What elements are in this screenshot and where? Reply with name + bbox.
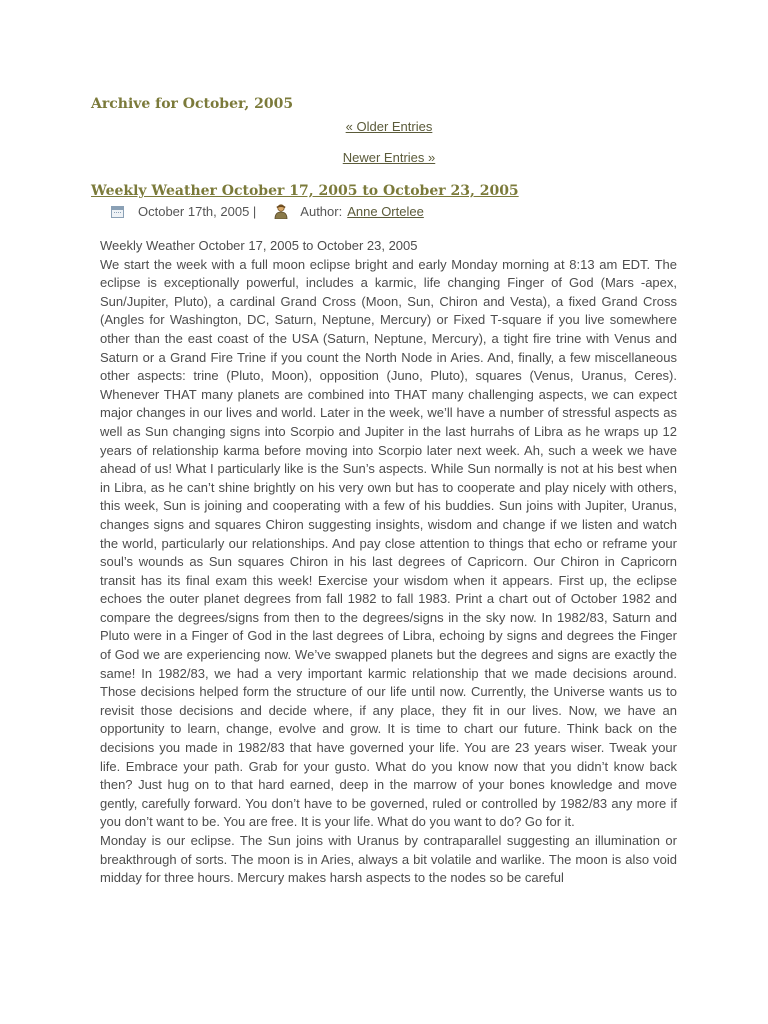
archive-title: Archive for October, 2005: [91, 96, 294, 112]
post-meta: [111, 204, 424, 219]
post-date: October 17th, 2005 |: [138, 204, 257, 219]
calendar-icon: [111, 206, 124, 218]
author-icon: [274, 204, 288, 219]
newer-entries-link[interactable]: Newer Entries »: [342, 150, 436, 165]
post-title-link[interactable]: Weekly Weather October 17, 2005 to October 23, 2005: [91, 183, 519, 199]
author-label: Author:: [300, 204, 343, 219]
older-entries-link[interactable]: « Older Entries: [345, 119, 433, 134]
post-body: Weekly Weather October 17, 2005 to October 23, 2005 We start the week with a full moon eclipse bright and early Monday morning at 8:13 am EDT. The eclipse is exceptionally powerful, includes a karmic, life changing Finger of God (Mars -apex, Sun/Jupiter, Pluto), a cardinal Grand Cross (Moon, Sun, Chiron and Vesta), a fixed Grand Cross (Angles for Washington, DC, Saturn, Neptune, Mercury) or Fixed T-square if you live somewhere other than the east coast of the USA (Saturn, Neptune, Mercury), a tight fire trine with Venus and Saturn or a Grand Fire Trine if you count the North Node in Aries. And, finally, a few miscellaneous other aspects: trine (Pluto, Moon), opposition (Juno, Pluto), squares (Venus, Uranus, Ceres). Whenever THAT many planets are combined into THAT many challenging aspects, we can expect major changes in our lives and world. Later in the week, we’ll have a number of stressful aspects as well as Sun changing signs into Scorpio and Jupiter in the last hurrahs of Libra as he wraps up 12 years of relationship karma before moving into Scorpio later next week. Ah, such a week we have ahead of us! What I particularly like is the Sun’s aspects. While Sun normally is not at his best when in Libra, as he can’t shine brightly on his very own but has to cooperate and play nicely with others, this week, Sun is joining and cooperating with a few of his buddies. Sun joins with Jupiter, Uranus, changes signs and squares Chiron suggesting insights, wisdom and change if we listen and watch the world, particularly our relationships. And pay close attention to things that echo or reframe your soul’s wounds as Sun squares Chiron in his last degrees of Capricorn. Our Chiron in Capricorn transit has its final exam this week! Exercise your wisdom when it appears. First up, the eclipse echoes the outer planet degrees from fall 1982 to fall 1983. Print a chart out of October 1982 and compare the degrees/signs from then to the degrees/signs in the sky now. In 1982/83, Saturn and Pluto were in a Finger of God in the last degrees of Libra, echoing by signs and degrees the Finger of God we are experiencing now. We’ve swapped planets but the degrees and signs are exactly the same! In 1982/83, we had a very important karmic relationship that we made decisions around. Those decisions helped form the structure of our life until now. Currently, the Universe wants us to revisit those decisions and decide where, if any place, they fit in our lives. Now, we have an opportunity to learn, change, evolve and grow. It is time to chart our future. Think back on the decisions you made in 1982/83 that have governed your life. You are 23 years wiser. Tweak your life. Embrace your path. Grab for your gusto. What do you know now that you didn’t know back then? Just hug on to that hard earned, deep in the marrow of your bones knowledge and move gently, carefully forward. You don’t have to be governed, ruled or controlled by 1982/83 any more if you don’t want to be. You are free. It is your life. What do you want to do? Go for it. Monday is our eclipse. The Sun joins with Uranus by contraparallel suggesting an illumination or breakthrough of sorts. The moon is in Aries, always a bit volatile and warlike. The moon is also void midday for three hours. Mercury makes harsh aspects to the nodes so be careful: [100, 238, 677, 886]
author-link[interactable]: Anne Ortelee: [347, 204, 424, 219]
